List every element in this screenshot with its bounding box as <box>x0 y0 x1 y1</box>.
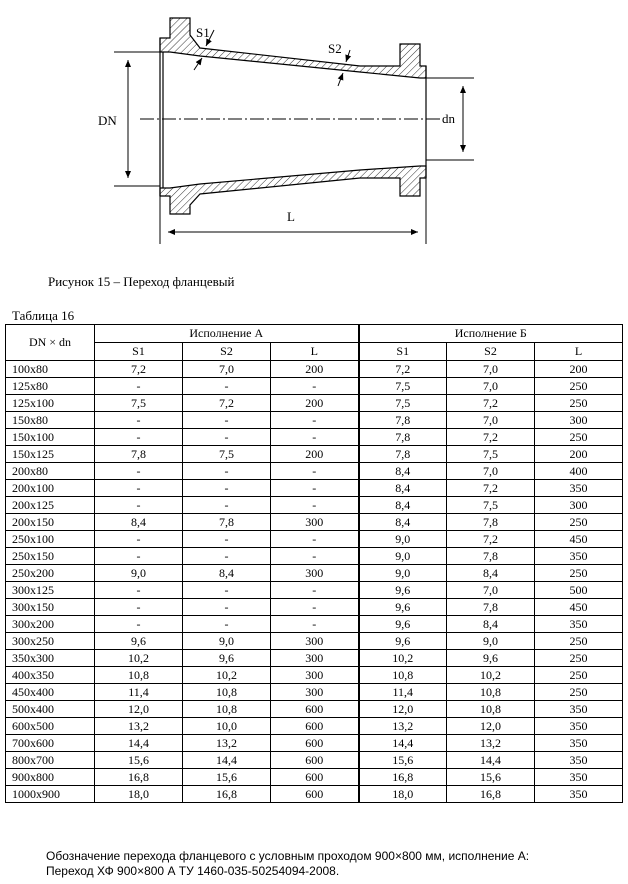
table-cell: 350 <box>535 616 623 633</box>
table-cell: 9,0 <box>95 565 183 582</box>
table-cell: 12,0 <box>95 701 183 718</box>
table-cell: 7,2 <box>183 395 271 412</box>
table-title: Таблица 16 <box>12 308 75 323</box>
table-cell: 7,5 <box>359 395 447 412</box>
table-cell-dn: 125х100 <box>6 395 95 412</box>
table-cell: 7,0 <box>447 361 535 378</box>
table-cell: 9,0 <box>359 548 447 565</box>
table-cell: 7,0 <box>447 463 535 480</box>
table-row <box>6 429 623 446</box>
table-cell: - <box>95 463 183 480</box>
table-row <box>6 565 623 582</box>
table-cell: 15,6 <box>447 769 535 786</box>
table-cell-dn: 300х200 <box>6 616 95 633</box>
table-cell-dn: 250х150 <box>6 548 95 565</box>
table-cell: 9,0 <box>359 531 447 548</box>
table-cell: 200 <box>271 395 359 412</box>
table-cell: 9,6 <box>359 582 447 599</box>
table-cell: 350 <box>535 735 623 752</box>
table-cell: 7,2 <box>447 480 535 497</box>
table-cell: 7,8 <box>359 429 447 446</box>
table-cell: - <box>95 616 183 633</box>
table-cell: 13,2 <box>95 718 183 735</box>
table-body <box>6 361 623 803</box>
table-cell: 8,4 <box>447 616 535 633</box>
table-cell: 8,4 <box>447 565 535 582</box>
table-cell: - <box>183 599 271 616</box>
table-cell: 16,8 <box>447 786 535 803</box>
table-cell: 350 <box>535 480 623 497</box>
table-cell-dn: 150х125 <box>6 446 95 463</box>
reducer-body-outline <box>160 18 426 214</box>
table-cell: 300 <box>271 514 359 531</box>
table-cell: 350 <box>535 752 623 769</box>
table-cell: 300 <box>535 497 623 514</box>
header-a-l: L <box>271 343 359 361</box>
table-cell: 8,4 <box>95 514 183 531</box>
header-b-s2: S2 <box>447 343 535 361</box>
table-row <box>6 769 623 786</box>
table-cell: 10,8 <box>183 701 271 718</box>
table-cell: 7,8 <box>447 514 535 531</box>
table-row <box>6 752 623 769</box>
table-cell: 13,2 <box>447 735 535 752</box>
table-cell: 10,8 <box>447 684 535 701</box>
table-row <box>6 718 623 735</box>
table-cell: 7,0 <box>447 378 535 395</box>
table-cell: 10,8 <box>95 667 183 684</box>
table-cell-dn: 450х400 <box>6 684 95 701</box>
table-cell-dn: 400х350 <box>6 667 95 684</box>
table-cell: 600 <box>271 769 359 786</box>
table-cell: 7,0 <box>183 361 271 378</box>
table-row <box>6 582 623 599</box>
table-cell: 15,6 <box>183 769 271 786</box>
table-cell: 7,5 <box>359 378 447 395</box>
table-cell: - <box>95 548 183 565</box>
table-row <box>6 701 623 718</box>
note-line-1: Обозначение перехода фланцевого с условным проходом 900×800 мм, исполнение А: <box>46 849 530 863</box>
table-cell: - <box>183 548 271 565</box>
table-cell: 200 <box>271 361 359 378</box>
table-cell: - <box>183 531 271 548</box>
table-cell: 600 <box>271 701 359 718</box>
table-cell-dn: 150х80 <box>6 412 95 429</box>
table-cell: - <box>95 412 183 429</box>
table-cell: 14,4 <box>183 752 271 769</box>
table-row <box>6 531 623 548</box>
table-cell: 500 <box>535 582 623 599</box>
header-group-b: Исполнение Б <box>359 325 623 343</box>
table-cell: 9,6 <box>359 599 447 616</box>
table-cell: 300 <box>271 667 359 684</box>
table-cell: 600 <box>271 718 359 735</box>
table-cell: 250 <box>535 565 623 582</box>
table-cell-dn: 600х500 <box>6 718 95 735</box>
table-cell: 7,5 <box>95 395 183 412</box>
table-row <box>6 616 623 633</box>
table-row <box>6 667 623 684</box>
table-cell: 15,6 <box>95 752 183 769</box>
table-cell: 300 <box>271 565 359 582</box>
table-cell: 14,4 <box>95 735 183 752</box>
table-cell: 250 <box>535 684 623 701</box>
table-cell: - <box>271 378 359 395</box>
table-row <box>6 633 623 650</box>
table-cell: 250 <box>535 378 623 395</box>
table-cell: 10,8 <box>447 701 535 718</box>
table-cell: 10,8 <box>359 667 447 684</box>
table-cell: 9,6 <box>95 633 183 650</box>
table-cell: - <box>271 616 359 633</box>
table-cell: 7,0 <box>447 582 535 599</box>
table-cell: 8,4 <box>359 514 447 531</box>
table-cell: 10,2 <box>183 667 271 684</box>
table-cell: 7,8 <box>359 412 447 429</box>
table-cell: 7,5 <box>447 497 535 514</box>
table-cell: - <box>271 480 359 497</box>
table-cell: 250 <box>535 650 623 667</box>
table-cell: 8,4 <box>359 463 447 480</box>
table-cell: 250 <box>535 633 623 650</box>
table-cell: 15,6 <box>359 752 447 769</box>
table-cell-dn: 350х300 <box>6 650 95 667</box>
table-cell-dn: 250х200 <box>6 565 95 582</box>
table-cell: 8,4 <box>359 480 447 497</box>
header-dn: DN × dn <box>6 325 95 361</box>
table-cell: - <box>183 582 271 599</box>
table-cell: - <box>95 429 183 446</box>
table-cell-dn: 200х100 <box>6 480 95 497</box>
table-row <box>6 684 623 701</box>
table-row <box>6 650 623 667</box>
table-cell-dn: 300х250 <box>6 633 95 650</box>
header-b-s1: S1 <box>359 343 447 361</box>
table-cell: 8,4 <box>183 565 271 582</box>
header-a-s1: S1 <box>95 343 183 361</box>
header-b-l: L <box>535 343 623 361</box>
table-cell: 300 <box>271 633 359 650</box>
table-cell: 9,6 <box>447 650 535 667</box>
header-group-a: Исполнение А <box>95 325 359 343</box>
table-cell: 7,2 <box>95 361 183 378</box>
table-cell: - <box>271 531 359 548</box>
table-cell: 9,0 <box>183 633 271 650</box>
table-cell: 7,5 <box>447 446 535 463</box>
table-cell: 600 <box>271 752 359 769</box>
table-cell: 16,8 <box>183 786 271 803</box>
table-cell-dn: 1000х900 <box>6 786 95 803</box>
table-cell: 9,6 <box>359 633 447 650</box>
table-cell: 7,8 <box>359 446 447 463</box>
table-row <box>6 786 623 803</box>
table-row <box>6 480 623 497</box>
table-row <box>6 446 623 463</box>
table-cell: 7,8 <box>447 548 535 565</box>
table-cell: 7,2 <box>447 429 535 446</box>
table-cell: 350 <box>535 769 623 786</box>
table-cell: - <box>183 616 271 633</box>
table-cell: - <box>271 599 359 616</box>
table-cell: 16,8 <box>359 769 447 786</box>
table-cell: 450 <box>535 531 623 548</box>
table-cell: 250 <box>535 429 623 446</box>
table-cell: - <box>95 582 183 599</box>
table-cell: 10,2 <box>447 667 535 684</box>
table-cell: - <box>271 582 359 599</box>
table-cell-dn: 100х80 <box>6 361 95 378</box>
table-cell: 200 <box>271 446 359 463</box>
table-row <box>6 395 623 412</box>
table-cell: 7,8 <box>447 599 535 616</box>
table-cell: - <box>95 531 183 548</box>
table-cell: 200 <box>535 361 623 378</box>
table-cell: 12,0 <box>447 718 535 735</box>
table-cell: - <box>183 378 271 395</box>
note-line-2: Переход ХФ 900×800 А ТУ 1460-035-50254094-2008. <box>46 864 340 878</box>
table-cell: 7,0 <box>447 412 535 429</box>
table-cell: 350 <box>535 718 623 735</box>
table-row <box>6 599 623 616</box>
label-dn: dn <box>442 111 455 126</box>
table-cell: 300 <box>271 650 359 667</box>
table-cell-dn: 200х150 <box>6 514 95 531</box>
table-cell: 9,6 <box>183 650 271 667</box>
label-S2: S2 <box>328 41 342 56</box>
table-row <box>6 497 623 514</box>
label-DN: DN <box>98 113 117 128</box>
table-cell-dn: 200х125 <box>6 497 95 514</box>
header-a-s2: S2 <box>183 343 271 361</box>
table-cell-dn: 150х100 <box>6 429 95 446</box>
table-cell-dn: 200х80 <box>6 463 95 480</box>
table-cell: 16,8 <box>95 769 183 786</box>
table-cell: - <box>271 548 359 565</box>
table-cell: 250 <box>535 514 623 531</box>
table-cell: 8,4 <box>359 497 447 514</box>
table-cell: 450 <box>535 599 623 616</box>
table-cell: 7,5 <box>183 446 271 463</box>
table-cell: 350 <box>535 548 623 565</box>
table-cell: 350 <box>535 786 623 803</box>
table-cell: 9,0 <box>447 633 535 650</box>
figure-caption: Рисунок 15 – Переход фланцевый <box>48 274 235 289</box>
table-cell: 250 <box>535 667 623 684</box>
table-cell: 300 <box>271 684 359 701</box>
table-cell-dn: 250х100 <box>6 531 95 548</box>
table-cell: - <box>271 412 359 429</box>
table-cell: - <box>95 378 183 395</box>
table-cell: - <box>183 497 271 514</box>
table-row <box>6 378 623 395</box>
table-cell: - <box>271 429 359 446</box>
table-row <box>6 412 623 429</box>
table-cell: - <box>183 480 271 497</box>
table-cell: - <box>95 480 183 497</box>
table-cell-dn: 125х80 <box>6 378 95 395</box>
table-cell: 400 <box>535 463 623 480</box>
table-cell: 7,2 <box>447 531 535 548</box>
table-cell: 18,0 <box>359 786 447 803</box>
table-cell: 300 <box>535 412 623 429</box>
label-L: L <box>287 209 295 224</box>
table-cell: 7,8 <box>95 446 183 463</box>
table-cell-dn: 300х150 <box>6 599 95 616</box>
table-cell: 7,2 <box>359 361 447 378</box>
table-cell: - <box>271 497 359 514</box>
table-cell: - <box>95 599 183 616</box>
table-cell: 600 <box>271 786 359 803</box>
table-cell-dn: 500х400 <box>6 701 95 718</box>
table-cell: 13,2 <box>359 718 447 735</box>
table-cell: 10,2 <box>95 650 183 667</box>
table-cell: 9,6 <box>359 616 447 633</box>
table-cell: 200 <box>535 446 623 463</box>
table-cell: 13,2 <box>183 735 271 752</box>
table-row <box>6 463 623 480</box>
table-cell: 9,0 <box>359 565 447 582</box>
table-cell: 10,0 <box>183 718 271 735</box>
table-cell-dn: 900х800 <box>6 769 95 786</box>
spec-table <box>5 324 623 803</box>
table-cell: 14,4 <box>447 752 535 769</box>
table-cell: 14,4 <box>359 735 447 752</box>
table-cell: 250 <box>535 395 623 412</box>
table-cell: - <box>271 463 359 480</box>
table-cell-dn: 300х125 <box>6 582 95 599</box>
table-cell: 10,2 <box>359 650 447 667</box>
table-cell: 350 <box>535 701 623 718</box>
table-row <box>6 548 623 565</box>
table-cell: 7,2 <box>447 395 535 412</box>
flanged-reducer-drawing <box>0 0 628 270</box>
designation-note <box>46 849 529 879</box>
table-cell: - <box>183 412 271 429</box>
table-cell-dn: 700х600 <box>6 735 95 752</box>
table-cell: - <box>183 463 271 480</box>
table-row <box>6 735 623 752</box>
table-cell: 7,8 <box>183 514 271 531</box>
label-S1: S1 <box>196 25 210 40</box>
table-cell: 18,0 <box>95 786 183 803</box>
table-cell: 600 <box>271 735 359 752</box>
table-cell: 10,8 <box>183 684 271 701</box>
table-cell: - <box>183 429 271 446</box>
table-cell: 11,4 <box>359 684 447 701</box>
table-row <box>6 514 623 531</box>
table-row <box>6 361 623 378</box>
table-cell: 12,0 <box>359 701 447 718</box>
table-cell: 11,4 <box>95 684 183 701</box>
table-cell: - <box>95 497 183 514</box>
table-cell-dn: 800х700 <box>6 752 95 769</box>
